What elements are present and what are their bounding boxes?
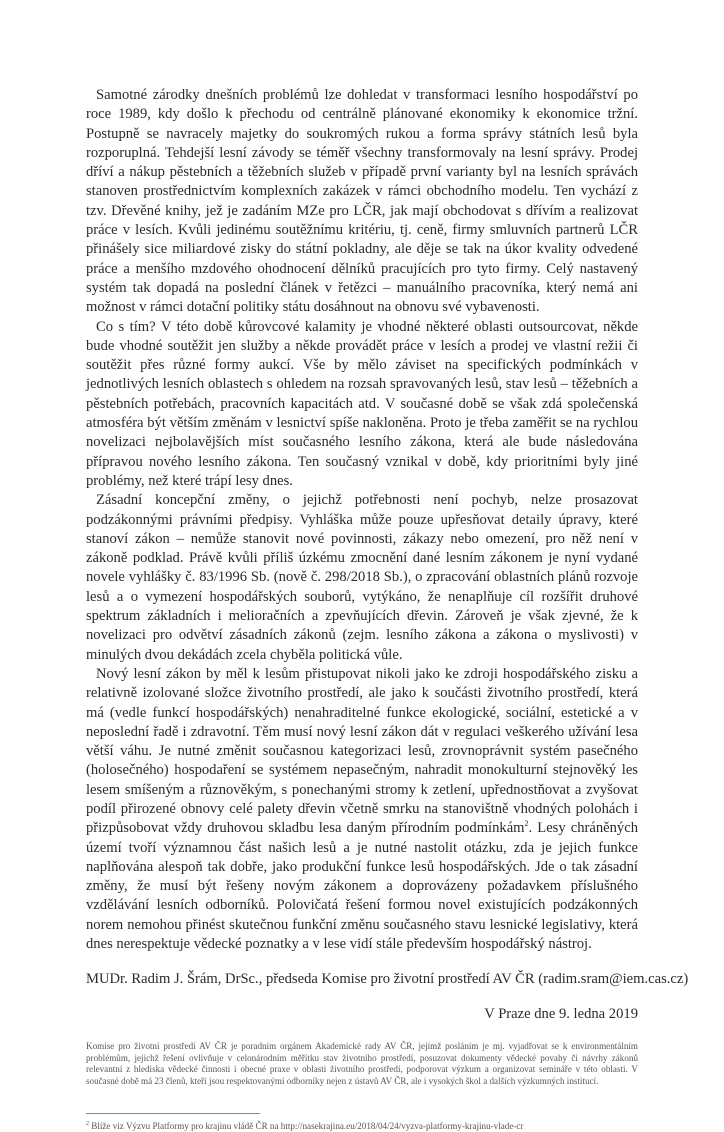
footnote-reference[interactable]: 2 — [524, 819, 529, 829]
footnote-text: Blíže viz Výzvu Platformy pro krajinu vládě ČR na http://nasekrajina.eu/2018/04/24/vyzva-platformy-krajinu-vlade-cr — [89, 1121, 524, 1132]
commission-note: Komise pro životní prostředí AV ČR je poradním orgánem Akademické rady AV ČR, jejímž posláním je mj. vyjadřovat se k environmentálním problémům, jejichž řešení ovlivňuje v celonárodním měřítku stav životního prostředí, posuzovat dokumenty vědecké povahy či návrhy zákonů relevantní z hlediska vědecké činnosti i obecné praxe v oblasti životního prostředí, podporovat výzkum a organizovat semináře v této oblasti. V současné době má 23 členů, kteří jsou respektovanými odborníky nejen z ústavů AV ČR, ale i vysokých škol a dalších výzkumných institucí. — [86, 1040, 638, 1086]
footnote — [86, 1120, 638, 1132]
paragraph-3: Zásadní koncepční změny, o jejichž potřebnosti není pochyb, nelze prosazovat podzákonnými právními předpisy. Vyhláška může pouze upřesňovat detaily úpravy, které stanoví zákon – nemůže stanovit nové povinnosti, zákazy nebo omezení, pro něž není v zákoně podklad. Právě kvůli příliš úzkému zmocnění dané lesním zákonem je nyní vydané novele vyhlášky č. 83/1996 Sb. (nově č. 298/2018 Sb.), o zpracování oblastních plánů rozvoje lesů a o vymezení hospodářských souborů, vytýkáno, že nenaplňuje cíl rozšířit druhové spektrum základních i melioračních a zpevňujících dřevin. Zároveň je však zjevné, že k novelizaci pro odvětví zásadních zákonů (zejm. lesního zákona a zákona o myslivosti) v minulých dvou dekádách zcela chyběla politická vůle. — [86, 492, 638, 663]
paragraph-4 — [86, 665, 638, 954]
footnote-separator — [86, 1113, 260, 1114]
paragraph-2: Co s tím? V této době kůrovcové kalamity je vhodné některé oblasti outsourcovat, někde bude vhodné soutěžit jen služby a někde provádět práce v lesích a prodej ve vlastní režii či soutěžit přes různé formy aukcí. Vše by mělo záviset na specifických podmínkách v jednotlivých lesních oblastech s ohledem na rozsah spravovaných lesů, stav lesů – těžebních a pěstebních potřebách, pracovních kapacitách atd. V současné době se však zdá společenská atmosféra být větším změnám v lesnictví spíše nakloněna. Proto je třeba zaměřit se na rychlou novelizaci nejbolavějších míst současného lesního zákona, která ale bude následována přípravou nového lesního zákona. Ten současný vznikal v době, kdy prioritními byly jiné problémy, než které trápí lesy dnes. — [86, 318, 638, 489]
paragraph-4-tail: . Lesy chráněných území tvoří významnou část našich lesů a je nutné nastolit otázku, zda je jejich funkce naplňována alespoň tak dobře, jako produkční funkce lesů hospodářských. Jde o tak zásadní změny, že musí být řešeny novým zákonem a doprovázeny požadavkem příslušného vzdělávání lesních odborníků. Polovičatá řešení formou novel existujících podzákonných norem nemohou přinést skutečnou funkční změnu současného stavu lesnické legislativy, která dnes nerespektuje vědecké poznatky a v lese vidí stále především hospodářský nástroj. — [86, 820, 639, 953]
footnote-number: 2 — [86, 1121, 89, 1128]
paragraph-4-body: Nový lesní zákon by měl k lesům přistupovat nikoli jako ke zdroji hospodářského zisku a relativně izolované složce životního prostředí, ale jako k součásti životního prostředí, která má (vedle funkcí hospodářských) nenahraditelné funkce ekologické, sociální, estetické a v neposlední řadě i zdravotní. Těm musí nový lesní zákon dát v regulaci veškerého užívání lesa větší váhu. Je nutné změnit současnou kategorizaci lesů, zrovnoprávnit systém pasečného (holosečného) hospodaření se systémem nepasečným, nahradit monokulturní stejnověký les lesem smíšeným a různověkým, s ponechanými stromy k zetlení, upřednostňovat a zvyšovat podíl přirozené obnovy celé palety dřevin včetně smrku na stanovištně vhodných polohách i přizpůsobovat vždy druhovou skladbu lesa daným přírodním podmínkám — [86, 665, 638, 837]
paragraph-1: Samotné zárodky dnešních problémů lze dohledat v transformaci lesního hospodářství po roce 1989, kdy došlo k přechodu od centrálně plánované ekonomiky k ekonomice tržní. Postupně se navracely majetky do soukromých rukou a forma správy státních lesů byla rozporuplná. Tehdejší lesní závody se téměř všechny transformovaly na lesní správy. Prodej dříví a nákup pěstebních a těžebních služeb v případě první varianty byl na lesních správách stanoven prostřednictvím komplexních zakázek v rámci obchodního modelu. Ten vychází z tzv. Dřevěné knihy, jež je zadáním MZe pro LČR, jak mají obchodovat s dřívím a realizovat práce v lesích. Kvůli jedinému soutěžnímu kritériu, tj. ceně, firmy smluvních partnerů LČR přinášely sice miliardové zisky do státní pokladny, ale děje se tak na úkor kvality odvedené práce a menšího mzdového ohodnocení dělníků pracujících pro tyto firmy. Celý nastavený systém tak dopadá na poslední článek v řetězci – manuálního pracovníka, který nemá ani možnost v rámci dotační politiky státu dosáhnout na obnovu své vybavenosti. — [86, 87, 638, 316]
signature: MUDr. Radim J. Šrám, DrSc., předseda Komise pro životní prostředí AV ČR (radim.sram@iem.cas.cz) — [86, 971, 689, 988]
document-page — [86, 86, 689, 1132]
date-line: V Praze dne 9. ledna 2019 — [484, 1005, 638, 1022]
